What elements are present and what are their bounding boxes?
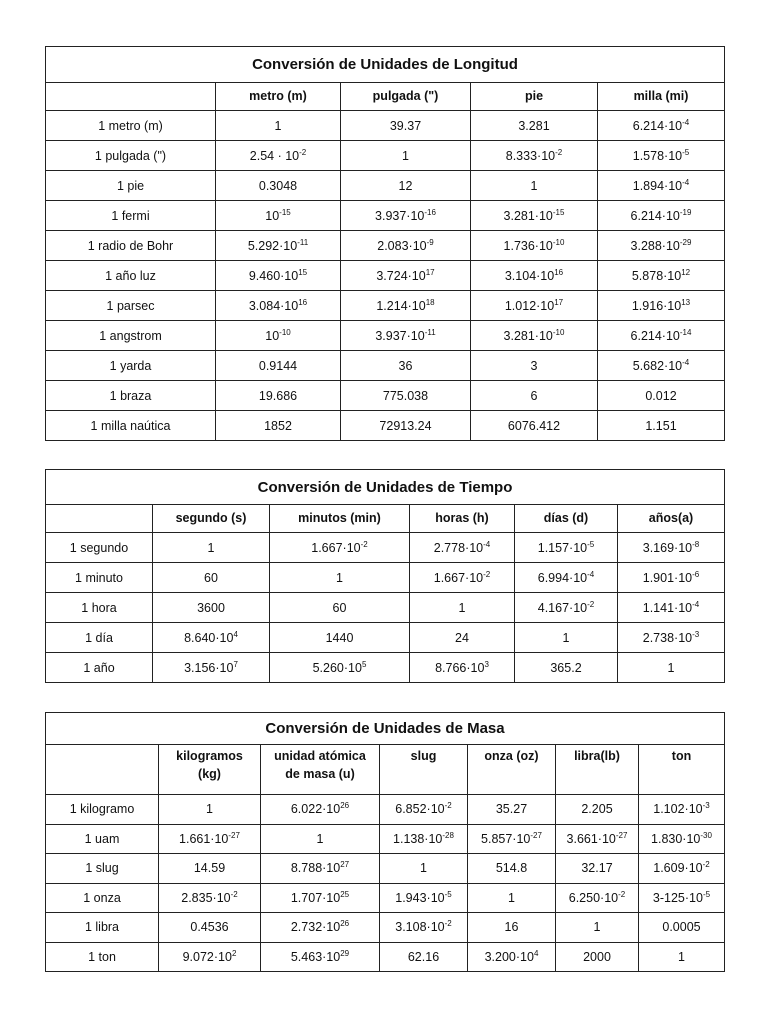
table-cell: $8.640\cdot 10^4$ [153,623,270,653]
row-label: 1 angstrom [46,321,216,351]
column-header [46,83,216,111]
table-cell: $6.852\cdot 10^{-2}$ [380,795,468,825]
table-row [46,381,725,411]
table-title: Conversión de Unidades de Tiempo [46,470,725,505]
table-cell: $1.894\cdot 10^{-4}$ [598,171,725,201]
table-cell: $1.707\cdot 10^{25}$ [261,883,380,913]
table-cell: $6.214\cdot 10^{-19}$ [598,201,725,231]
header-row [46,83,725,111]
table-cell: 3600 [153,593,270,623]
table-cell: $2.732\cdot 10^{26}$ [261,913,380,943]
column-header: libra(lb) [556,745,639,795]
table-cell: $1.943\cdot 10^{-5}$ [380,883,468,913]
column-header: unidad atómica de masa (u) [261,745,380,795]
table-cell: $2.54 \cdot 10^{-2}$ [216,141,341,171]
table-cell: 1 [410,593,515,623]
table-cell: 1 [468,883,556,913]
table-cell: $5.292\cdot 10^{-11}$ [216,231,341,261]
table-cell: $5.857\cdot 10^{-27}$ [468,824,556,854]
table-cell: $5.682\cdot 10^{-4}$ [598,351,725,381]
length-conversion-table [45,46,725,441]
table-cell: $1.141\cdot 10^{-4}$ [618,593,725,623]
table-cell: 36 [341,351,471,381]
column-header: segundo (s) [153,505,270,533]
table-cell: 775.038 [341,381,471,411]
header-row [46,505,725,533]
table-row [46,623,725,653]
table-cell: $6.214\cdot 10^{-4}$ [598,111,725,141]
column-header: años(a) [618,505,725,533]
table-row [46,913,725,943]
table-cell: 62.16 [380,942,468,972]
table-cell: $6.022\cdot 10^{26}$ [261,795,380,825]
table-cell: 6 [471,381,598,411]
table-cell: 1 [515,623,618,653]
table-row [46,351,725,381]
table-row [46,321,725,351]
table-cell: $1.916\cdot 10^{13}$ [598,291,725,321]
table-cell: $2.778\cdot 10^{-4}$ [410,533,515,563]
table-cell: $1.102\cdot 10^{-3}$ [639,795,725,825]
table-cell: $4.167\cdot 10^{-2}$ [515,593,618,623]
table-cell: $1.830\cdot 10^{-30}$ [639,824,725,854]
table-cell: 19.686 [216,381,341,411]
table-cell: $3.104\cdot 10^{16}$ [471,261,598,291]
column-header: metro (m) [216,83,341,111]
table-cell: $10^{-10}$ [216,321,341,351]
table-cell: $3.084\cdot 10^{16}$ [216,291,341,321]
table-cell: 6076.412 [471,411,598,441]
time-conversion-table [45,469,725,683]
table-cell: $3.288\cdot 10^{-29}$ [598,231,725,261]
table-cell: 72913.24 [341,411,471,441]
table-cell: $3.937\cdot 10^{-16}$ [341,201,471,231]
table-row [46,824,725,854]
row-label: 1 minuto [46,563,153,593]
table-cell: $1.214\cdot 10^{18}$ [341,291,471,321]
column-header: pie [471,83,598,111]
table-cell: 1 [216,111,341,141]
table-row [46,411,725,441]
column-header: minutos (min) [270,505,410,533]
table-cell: $3.169\cdot 10^{-8}$ [618,533,725,563]
table-cell: $8.333\cdot 10^{-2}$ [471,141,598,171]
table-cell: 60 [153,563,270,593]
table-cell: $3.281\cdot 10^{-15}$ [471,201,598,231]
row-label: 1 año luz [46,261,216,291]
column-header: milla (mi) [598,83,725,111]
row-label: 1 kilogramo [46,795,159,825]
table-cell: 1 [270,563,410,593]
header-row [46,745,725,795]
table-cell: $1.012\cdot 10^{17}$ [471,291,598,321]
table-row [46,563,725,593]
table-title: Conversión de Unidades de Longitud [46,47,725,83]
table-cell: 1 [261,824,380,854]
table-cell: $3.156\cdot 10^7$ [153,653,270,683]
table-cell: 1440 [270,623,410,653]
table-cell: 16 [468,913,556,943]
row-label: 1 pie [46,171,216,201]
table-cell: $2.835\cdot 10^{-2}$ [159,883,261,913]
table-cell: $8.766\cdot 10^3$ [410,653,515,683]
table-row [46,261,725,291]
table-cell: $3.661\cdot 10^{-27}$ [556,824,639,854]
table-cell: 0.9144 [216,351,341,381]
table-cell: 0.4536 [159,913,261,943]
table-cell: $3.200\cdot 10^4$ [468,942,556,972]
row-label: 1 uam [46,824,159,854]
table-cell: $3.281\cdot 10^{-10}$ [471,321,598,351]
table-cell: $1.661\cdot 10^{-27}$ [159,824,261,854]
table-cell: 1852 [216,411,341,441]
row-label: 1 libra [46,913,159,943]
table-cell: 0.3048 [216,171,341,201]
table-row [46,942,725,972]
row-label: 1 hora [46,593,153,623]
table-row [46,795,725,825]
column-header: onza (oz) [468,745,556,795]
table-cell: 1 [153,533,270,563]
row-label: 1 milla naútica [46,411,216,441]
table-cell: 1 [639,942,725,972]
table-cell: $9.072\cdot 10^2$ [159,942,261,972]
column-header: pulgada (") [341,83,471,111]
table-cell: 39.37 [341,111,471,141]
table-cell: 24 [410,623,515,653]
row-label: 1 segundo [46,533,153,563]
table-cell: 1 [341,141,471,171]
row-label: 1 metro (m) [46,111,216,141]
row-label: 1 pulgada (") [46,141,216,171]
table-cell: 0.012 [598,381,725,411]
row-label: 1 año [46,653,153,683]
table-cell: $6.994\cdot 10^{-4}$ [515,563,618,593]
table-cell: $2.738\cdot 10^{-3}$ [618,623,725,653]
column-header: ton [639,745,725,795]
table-cell: 2.205 [556,795,639,825]
row-label: 1 yarda [46,351,216,381]
table-cell: $10^{-15}$ [216,201,341,231]
table-row [46,653,725,683]
table-row [46,111,725,141]
table-cell: 1 [618,653,725,683]
table-cell: 514.8 [468,854,556,884]
row-label: 1 fermi [46,201,216,231]
table-cell: 60 [270,593,410,623]
table-cell: $1.736\cdot 10^{-10}$ [471,231,598,261]
table-cell: 365.2 [515,653,618,683]
table-cell: $1.578\cdot 10^{-5}$ [598,141,725,171]
table-cell: $3.108\cdot 10^{-2}$ [380,913,468,943]
table-cell: $5.878\cdot 10^{12}$ [598,261,725,291]
row-label: 1 radio de Bohr [46,231,216,261]
table-row [46,533,725,563]
table-cell: 2000 [556,942,639,972]
table-row [46,171,725,201]
row-label: 1 ton [46,942,159,972]
table-cell: 3.281 [471,111,598,141]
table-cell: 32.17 [556,854,639,884]
table-cell: $3.937\cdot 10^{-11}$ [341,321,471,351]
table-cell: $5.463\cdot 10^{29}$ [261,942,380,972]
table-row [46,291,725,321]
column-header: horas (h) [410,505,515,533]
table-cell: $1.667\cdot 10^{-2}$ [410,563,515,593]
table-cell: $9.460\cdot 10^{15}$ [216,261,341,291]
table-cell: $5.260\cdot 10^5$ [270,653,410,683]
table-cell: $6.250\cdot 10^{-2}$ [556,883,639,913]
column-header: días (d) [515,505,618,533]
table-cell: 3 [471,351,598,381]
column-header [46,505,153,533]
table-title: Conversión de Unidades de Masa [46,713,725,745]
table-cell: $1.609\cdot 10^{-2}$ [639,854,725,884]
table-row [46,854,725,884]
row-label: 1 día [46,623,153,653]
table-cell: $3.724\cdot 10^{17}$ [341,261,471,291]
table-cell: 1.151 [598,411,725,441]
row-label: 1 onza [46,883,159,913]
table-row [46,593,725,623]
row-label: 1 parsec [46,291,216,321]
row-label: 1 braza [46,381,216,411]
table-row [46,201,725,231]
column-header: slug [380,745,468,795]
table-row [46,883,725,913]
column-header [46,745,159,795]
table-cell: 0.0005 [639,913,725,943]
column-header: kilogramos (kg) [159,745,261,795]
table-cell: 1 [380,854,468,884]
table-row [46,141,725,171]
mass-conversion-table [45,712,725,972]
table-cell: 14.59 [159,854,261,884]
table-cell: $1.157\cdot 10^{-5}$ [515,533,618,563]
table-cell: $2.083\cdot 10^{-9}$ [341,231,471,261]
table-cell: 1 [556,913,639,943]
table-cell: 35.27 [468,795,556,825]
table-cell: 1 [471,171,598,201]
table-cell: 1 [159,795,261,825]
table-cell: $3-125\cdot 10^{-5}$ [639,883,725,913]
table-cell: $8.788\cdot 10^{27}$ [261,854,380,884]
table-cell: $1.667\cdot 10^{-2}$ [270,533,410,563]
table-row [46,231,725,261]
row-label: 1 slug [46,854,159,884]
table-cell: 12 [341,171,471,201]
table-cell: $1.138\cdot 10^{-28}$ [380,824,468,854]
table-cell: $6.214\cdot 10^{-14}$ [598,321,725,351]
table-cell: $1.901\cdot 10^{-6}$ [618,563,725,593]
